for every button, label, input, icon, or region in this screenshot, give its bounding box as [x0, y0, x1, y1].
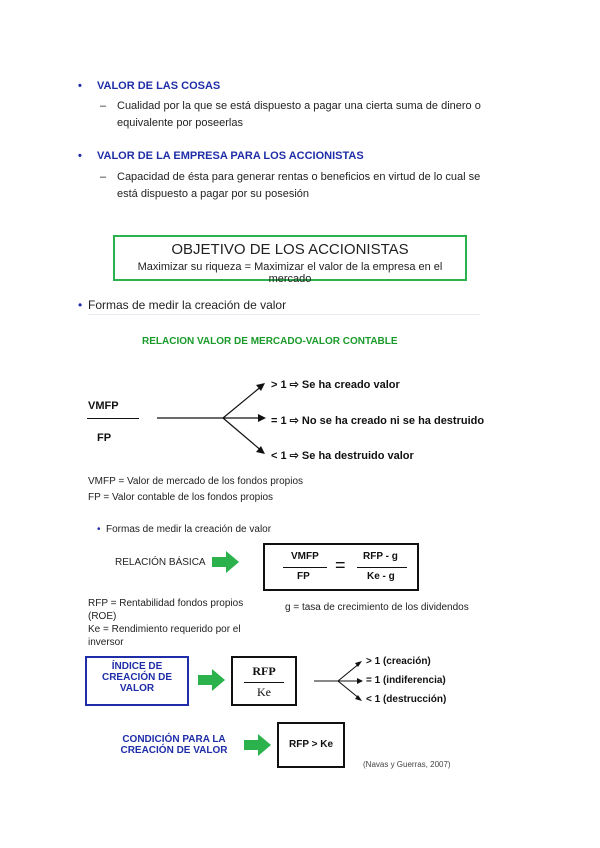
definition-roe: (ROE) — [88, 611, 117, 622]
objective-box — [113, 235, 467, 285]
index-formula-box — [231, 656, 297, 706]
outcome-destroyed: < 1 ⇨ Se ha destruido valor — [271, 450, 414, 462]
fraction-bar — [357, 567, 407, 568]
index-label-box — [85, 656, 189, 706]
index-outcome-creation: > 1 (creación) — [366, 656, 431, 667]
forms2-heading: Formas de medir la creación de valor — [106, 524, 272, 535]
basic-right-den: Ke - g — [367, 571, 395, 582]
basic-left-num: VMFP — [291, 551, 319, 562]
condition-box — [277, 722, 345, 768]
definition-rfp: RFP = Rentabilidad fondos propios — [88, 598, 244, 609]
branch-arrows-2 — [312, 655, 364, 707]
fraction-bar — [244, 682, 284, 683]
ratio-denominator: FP — [97, 432, 112, 444]
section1-text-line2: equivalente por poseerlas — [117, 117, 243, 129]
fraction-bar — [87, 418, 139, 419]
section2-text-line2: está dispuesto a pagar por su posesión — [117, 188, 310, 200]
condition-label-line2: CREACIÓN DE VALOR — [120, 745, 228, 756]
green-arrow-icon — [244, 734, 272, 756]
citation: (Navas y Guerras, 2007) — [363, 760, 451, 769]
ratio-numerator: VMFP — [88, 400, 119, 412]
bullet-dot: • — [78, 80, 82, 92]
objective-title: OBJETIVO DE LOS ACCIONISTAS — [171, 241, 409, 258]
index-den: Ke — [257, 685, 271, 699]
definition-vmfp: VMFP = Valor de mercado de los fondos propios — [88, 476, 304, 487]
green-arrow-icon — [198, 669, 226, 691]
condition-label-line1: CONDICIÓN PARA LA — [122, 734, 226, 745]
objective-subtitle: Maximizar su riqueza = Maximizar el valor de la empresa en el mercado — [137, 261, 443, 285]
section1-heading: VALOR DE LAS COSAS — [97, 80, 221, 92]
diagram1-title: RELACION VALOR DE MERCADO-VALOR CONTABLE — [142, 336, 398, 347]
condition-label — [110, 734, 238, 756]
bullet-dot: • — [78, 150, 82, 162]
dash-marker: – — [100, 171, 107, 183]
definition-ke-cont: inversor — [88, 637, 124, 648]
basic-relation-box — [263, 543, 419, 591]
basic-right-num: RFP - g — [363, 551, 398, 562]
forms1-heading: Formas de medir la creación de valor — [88, 298, 287, 312]
index-outcome-indifference: = 1 (indiferencia) — [366, 675, 446, 686]
condition-formula: RFP > Ke — [289, 739, 333, 750]
index-label-line3: VALOR — [119, 683, 155, 694]
definition-fp: FP = Valor contable de los fondos propios — [88, 492, 274, 503]
fraction-bar — [283, 567, 327, 568]
green-arrow-icon — [212, 551, 240, 573]
branch-arrows-1 — [155, 378, 270, 458]
dash-marker: – — [100, 100, 107, 112]
section2-heading: VALOR DE LA EMPRESA PARA LOS ACCIONISTAS — [97, 150, 364, 162]
index-label-line2: CREACIÓN DE — [101, 672, 172, 683]
index-outcome-destruction: < 1 (destrucción) — [366, 694, 447, 705]
index-label-line1: ÍNDICE DE — [111, 661, 163, 672]
outcome-created: > 1 ⇨ Se ha creado valor — [271, 379, 400, 391]
outcome-neutral: = 1 ⇨ No se ha creado ni se ha destruido — [271, 415, 485, 427]
section2-text-line1: Capacidad de ésta para generar rentas o beneficios en virtud de lo cual se — [117, 171, 481, 183]
basic-relation-label: RELACIÓN BÁSICA — [115, 557, 206, 568]
basic-left-den: FP — [297, 571, 310, 582]
equals-sign: = — [335, 555, 346, 575]
section1-text-line1: Cualidad por la que se está dispuesto a pagar una cierta suma de dinero o — [117, 100, 481, 112]
definition-ke: Ke = Rendimiento requerido por el — [88, 624, 241, 635]
definition-g: g = tasa de crecimiento de los dividendos — [285, 602, 469, 613]
bullet-dot: • — [97, 524, 101, 535]
index-num: RFP — [252, 664, 276, 678]
divider — [88, 314, 480, 315]
bullet-dot: • — [78, 298, 83, 312]
